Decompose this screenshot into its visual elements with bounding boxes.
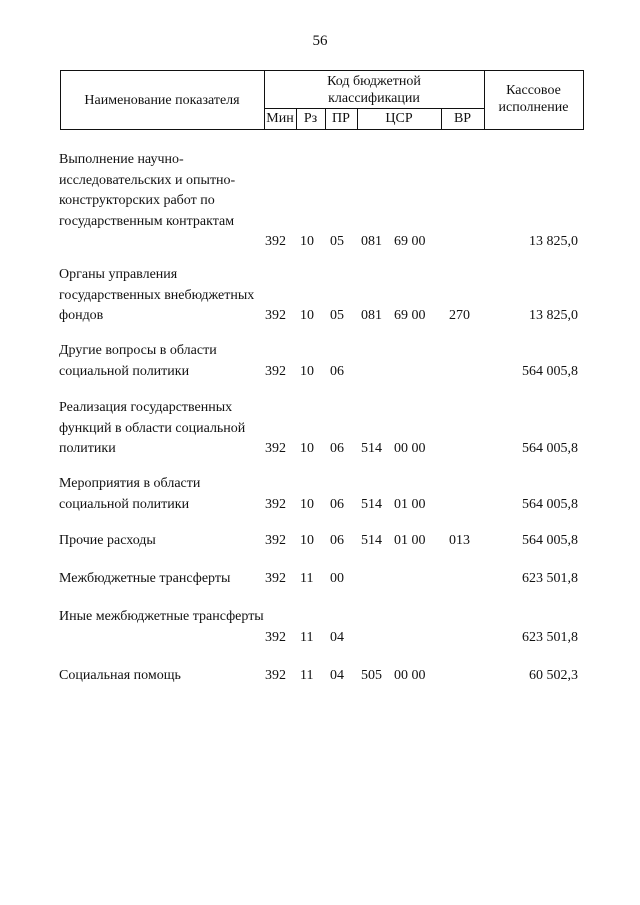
row-vr: 270 <box>449 308 470 323</box>
row-csr2: 69 00 <box>394 308 426 323</box>
row-amount: 13 825,0 <box>529 308 578 323</box>
header-pr: ПР <box>332 111 350 126</box>
header-csr: ЦСР <box>385 111 413 126</box>
row-rz: 11 <box>300 668 314 683</box>
row-amount: 564 005,8 <box>522 363 578 379</box>
page-number: 56 <box>312 33 328 49</box>
row-rz: 10 <box>300 496 314 512</box>
row-csr1: 514 <box>361 441 382 456</box>
row-amount: 564 005,8 <box>522 441 578 456</box>
header-min: Мин <box>266 111 294 126</box>
row-min: 392 <box>265 629 286 645</box>
header-code-group-line1: Код бюджетной <box>327 74 421 89</box>
row-name: Прочие расходы <box>59 533 156 548</box>
header-bottom-border <box>60 129 583 130</box>
row-min: 392 <box>265 308 286 323</box>
row-name: Социальная помощь <box>59 668 181 683</box>
row-rz: 10 <box>300 441 314 456</box>
row-csr2: 01 00 <box>394 533 426 548</box>
row-pr: 06 <box>330 496 344 512</box>
row-csr1: 514 <box>361 496 382 512</box>
row-pr: 00 <box>330 571 344 586</box>
row-amount: 623 501,8 <box>522 571 578 586</box>
row-amount: 60 502,3 <box>529 668 578 683</box>
row-pr: 04 <box>330 629 344 645</box>
row-min: 392 <box>265 363 286 379</box>
row-csr1: 505 <box>361 668 382 683</box>
row-rz: 10 <box>300 363 314 379</box>
row-csr1: 081 <box>361 234 382 249</box>
row-min: 392 <box>265 533 286 548</box>
header-code-group-line2: классификации <box>328 91 420 106</box>
row-pr: 05 <box>330 308 344 323</box>
row-csr2: 69 00 <box>394 234 426 249</box>
row-csr1: 081 <box>361 308 382 323</box>
row-rz: 11 <box>300 571 314 586</box>
header-top-border <box>60 70 583 71</box>
row-name: Выполнение научно-исследовательских и опытно-конструкторских работ по государственным контрактам <box>59 152 236 229</box>
row-name: Другие вопросы в области социальной политики <box>59 343 217 379</box>
row-pr: 06 <box>330 441 344 456</box>
row-name: Мероприятия в области социальной политики <box>59 476 201 512</box>
row-pr: 06 <box>330 533 344 548</box>
row-rz: 10 <box>300 533 314 548</box>
row-name: Органы управления государственных внебюджетных фондов <box>59 267 255 323</box>
header-amount-line2: исполнение <box>498 100 569 115</box>
header-right-border <box>583 70 584 130</box>
row-rz: 11 <box>300 629 314 645</box>
row-name: Реализация государственных функций в области социальной политики <box>59 400 246 456</box>
header-vr: ВР <box>453 111 472 126</box>
row-min: 392 <box>265 441 286 456</box>
row-amount: 13 825,0 <box>529 234 578 249</box>
row-amount: 564 005,8 <box>522 533 578 548</box>
row-pr: 06 <box>330 363 344 379</box>
row-pr: 05 <box>330 234 344 249</box>
row-name: Межбюджетные трансферты <box>59 571 231 586</box>
row-min: 392 <box>265 668 286 683</box>
row-min: 392 <box>265 496 286 512</box>
row-csr2: 00 00 <box>394 441 426 456</box>
row-amount: 564 005,8 <box>522 496 578 512</box>
row-amount: 623 501,8 <box>522 629 578 645</box>
header-rz: Рз <box>303 111 318 126</box>
row-rz: 10 <box>300 234 314 249</box>
row-min: 392 <box>265 234 286 249</box>
row-name: Иные межбюджетные трансферты <box>59 609 264 624</box>
row-csr2: 01 00 <box>394 496 426 512</box>
header-amount-line1: Кассовое <box>506 83 561 98</box>
row-csr2: 00 00 <box>394 668 426 683</box>
row-rz: 10 <box>300 308 314 323</box>
row-pr: 04 <box>330 668 344 683</box>
row-csr1: 514 <box>361 533 382 548</box>
row-vr: 013 <box>449 533 470 548</box>
header-mid-border <box>264 108 484 109</box>
header-name-column: Наименование показателя <box>84 93 240 108</box>
row-min: 392 <box>265 571 286 586</box>
